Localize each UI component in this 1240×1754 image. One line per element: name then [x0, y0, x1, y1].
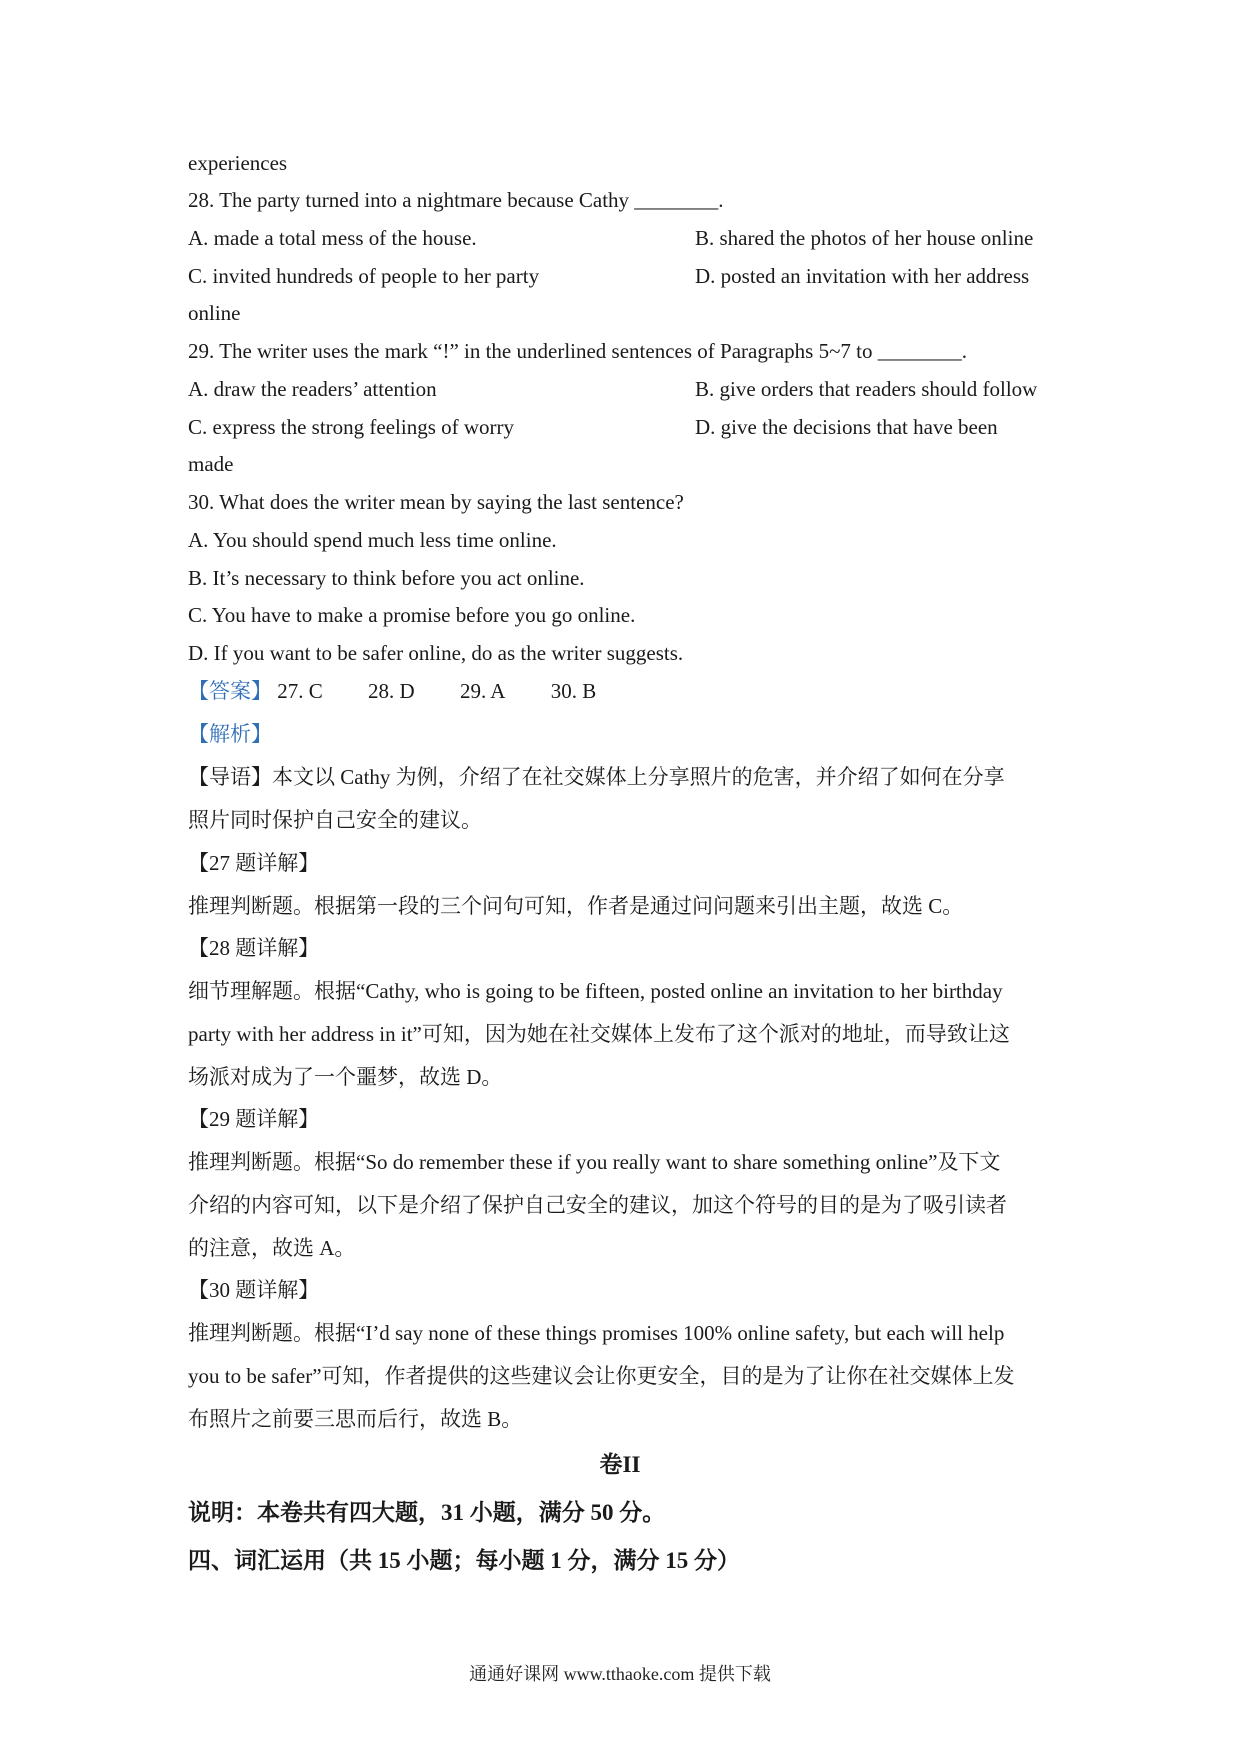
question-29: 29. The writer uses the mark “!” in the underlined sentences of Paragraphs 5~7 to ________. [188, 339, 968, 363]
option-29d: D. give the decisions that have been [695, 415, 998, 439]
answer-30: 30. B [550, 679, 597, 703]
option-29c: C. express the strong feelings of worry [188, 415, 515, 439]
answer-row [188, 678, 596, 704]
detail-27-heading: 【27 题详解】 [188, 851, 320, 875]
part-four-heading: 四、词汇运用（共 15 小题；每小题 1 分，满分 15 分） [188, 1548, 740, 1573]
analysis-label: 【解析】 [188, 722, 272, 746]
answer-28: 28. D [368, 679, 415, 703]
detail-29-heading: 【29 题详解】 [188, 1107, 320, 1131]
question-30: 30. What does the writer mean by saying the last sentence? [188, 490, 684, 514]
question-28: 28. The party turned into a nightmare because Cathy ________. [188, 188, 724, 212]
option-28a: A. made a total mess of the house. [188, 226, 477, 250]
option-28c: C. invited hundreds of people to her party [188, 264, 540, 288]
section-title: 卷II [599, 1452, 641, 1477]
detail-28-heading: 【28 题详解】 [188, 936, 320, 960]
option-29a: A. draw the readers’ attention [188, 377, 437, 401]
option-29d-continued: made [188, 452, 234, 476]
detail-28-line-2: party with her address in it”可知，因为她在社交媒体上发布了这个派对的地址，而导致让这 [188, 1022, 1010, 1046]
detail-29-line-3: 的注意，故选 A。 [188, 1236, 356, 1260]
option-30c: C. You have to make a promise before you go online. [188, 603, 636, 627]
page-footer: 通通好课网 www.tthaoke.com 提供下载 [469, 1664, 771, 1684]
option-29b: B. give orders that readers should follow [695, 377, 1038, 401]
option-30b: B. It’s necessary to think before you act online. [188, 566, 585, 590]
detail-28-line-3: 场派对成为了一个噩梦，故选 D。 [188, 1065, 503, 1089]
detail-29-line-2: 介绍的内容可知，以下是介绍了保护自己安全的建议，加这个符号的目的是为了吸引读者 [188, 1193, 1007, 1217]
option-28b: B. shared the photos of her house online [695, 226, 1034, 250]
detail-27-line-1: 推理判断题。根据第一段的三个问句可知，作者是通过问问题来引出主题，故选 C。 [188, 894, 964, 918]
option-28d-continued: online [188, 301, 241, 325]
option-30a: A. You should spend much less time online. [188, 528, 557, 552]
detail-28-line-1: 细节理解题。根据“Cathy, who is going to be fifteen, posted online an invitation to her birthday [188, 979, 1003, 1003]
detail-30-line-1: 推理判断题。根据“I’d say none of these things promises 100% online safety, but each will help [188, 1321, 1005, 1345]
answer-29: 29. A [459, 679, 506, 703]
option-30d: D. If you want to be safer online, do as the writer suggests. [188, 641, 684, 665]
detail-29-line-1: 推理判断题。根据“So do remember these if you really want to share something online”及下文 [188, 1150, 1001, 1174]
detail-30-heading: 【30 题详解】 [188, 1278, 320, 1302]
detail-30-line-2: you to be safer”可知，作者提供的这些建议会让你更安全，目的是为了让你在社交媒体上发 [188, 1364, 1015, 1388]
answer-label: 【答案】 [188, 679, 272, 703]
intro-line-1: 【导语】本文以 Cathy 为例，介绍了在社交媒体上分享照片的危害，并介绍了如何在分享 [188, 765, 1005, 789]
section-note: 说明：本卷共有四大题，31 小题，满分 50 分。 [188, 1500, 666, 1525]
intro-line-2: 照片同时保护自己安全的建议。 [188, 808, 482, 832]
answer-27: 27. C [277, 679, 323, 703]
text-line: experiences [188, 151, 288, 175]
detail-30-line-3: 布照片之前要三思而后行，故选 B。 [188, 1407, 523, 1431]
option-28d: D. posted an invitation with her address [695, 264, 1030, 288]
